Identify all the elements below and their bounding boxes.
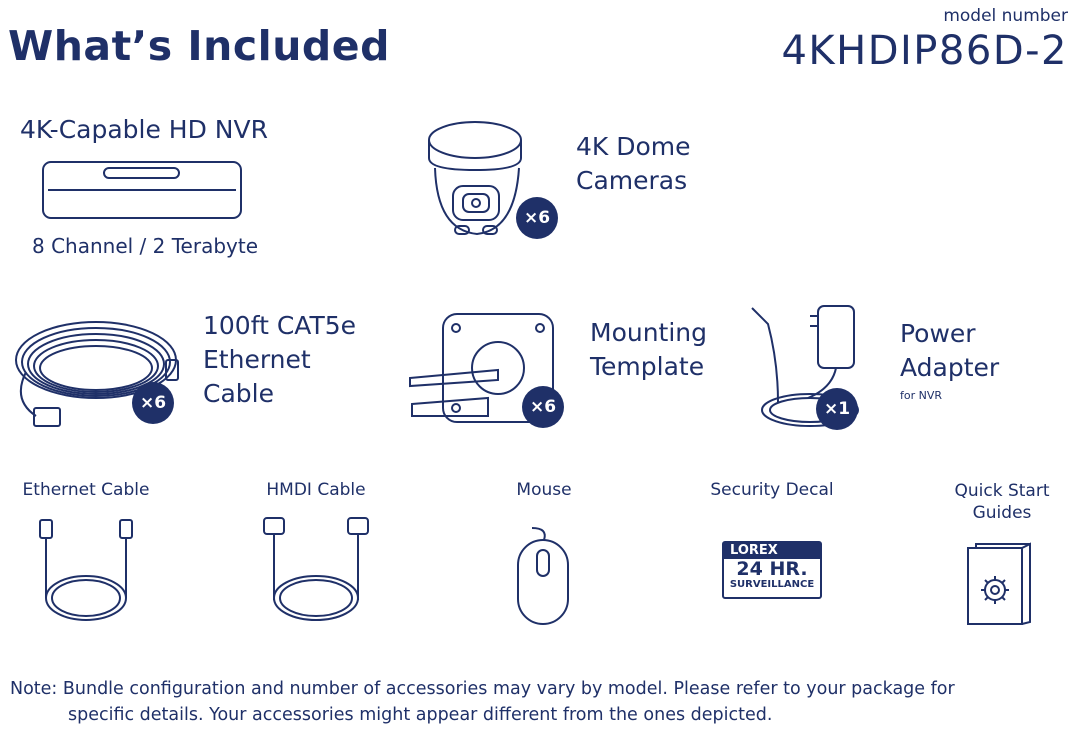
quick-start-guide-icon (966, 542, 1038, 628)
cat5e-label-line1: 100ft CAT5e (203, 311, 357, 340)
note-line2: specific details. Your accessories might appear different from the ones depicted. (68, 705, 773, 725)
mouse-icon (514, 524, 574, 628)
model-number: 4KHDIP86D-2 (781, 28, 1068, 74)
note-line1: Note: Bundle configuration and number of accessories may vary by model. Please refer to your package for (10, 679, 955, 699)
decal-brand: LOREX (724, 543, 820, 559)
template-label-line1: Mounting (590, 318, 708, 347)
nvr-sublabel: 8 Channel / 2 Terabyte (32, 234, 259, 258)
ethernet-cable-icon (36, 518, 136, 623)
model-number-label: model number (943, 6, 1068, 26)
cat5e-quantity-badge: ×6 (132, 382, 174, 424)
guides-label-line2: Guides (972, 503, 1032, 523)
camera-label-line1: 4K Dome (576, 132, 691, 161)
template-quantity-badge: ×6 (522, 386, 564, 428)
cat5e-label-line2: Ethernet (203, 345, 311, 374)
decal-line1: 24 HR. (736, 558, 808, 580)
power-label-line1: Power (900, 319, 976, 348)
power-label-line2: Adapter (900, 353, 1000, 382)
camera-label-line2: Cameras (576, 166, 688, 195)
camera-quantity-badge: ×6 (516, 197, 558, 239)
security-decal-icon (722, 541, 822, 599)
decal-line2: SURVEILLANCE (729, 579, 815, 590)
nvr-icon (42, 160, 242, 220)
template-label-line2: Template (590, 352, 705, 381)
power-quantity-badge: ×1 (816, 388, 858, 430)
security-decal-label: Security Decal (710, 480, 834, 500)
hdmi-cable-label: HMDI Cable (266, 480, 366, 500)
ethernet-cable-label: Ethernet Cable (22, 480, 150, 500)
power-sublabel: for NVR (900, 389, 943, 402)
nvr-label: 4K-Capable HD NVR (20, 115, 268, 144)
page-title: What’s Included (8, 22, 390, 70)
quick-start-guides-label (922, 480, 1076, 524)
mouse-label: Mouse (516, 480, 572, 500)
cat5e-label-line3: Cable (203, 379, 274, 408)
guides-label-line1: Quick Start (954, 481, 1050, 501)
disclaimer-note (10, 676, 1070, 728)
hdmi-cable-icon (262, 516, 372, 623)
